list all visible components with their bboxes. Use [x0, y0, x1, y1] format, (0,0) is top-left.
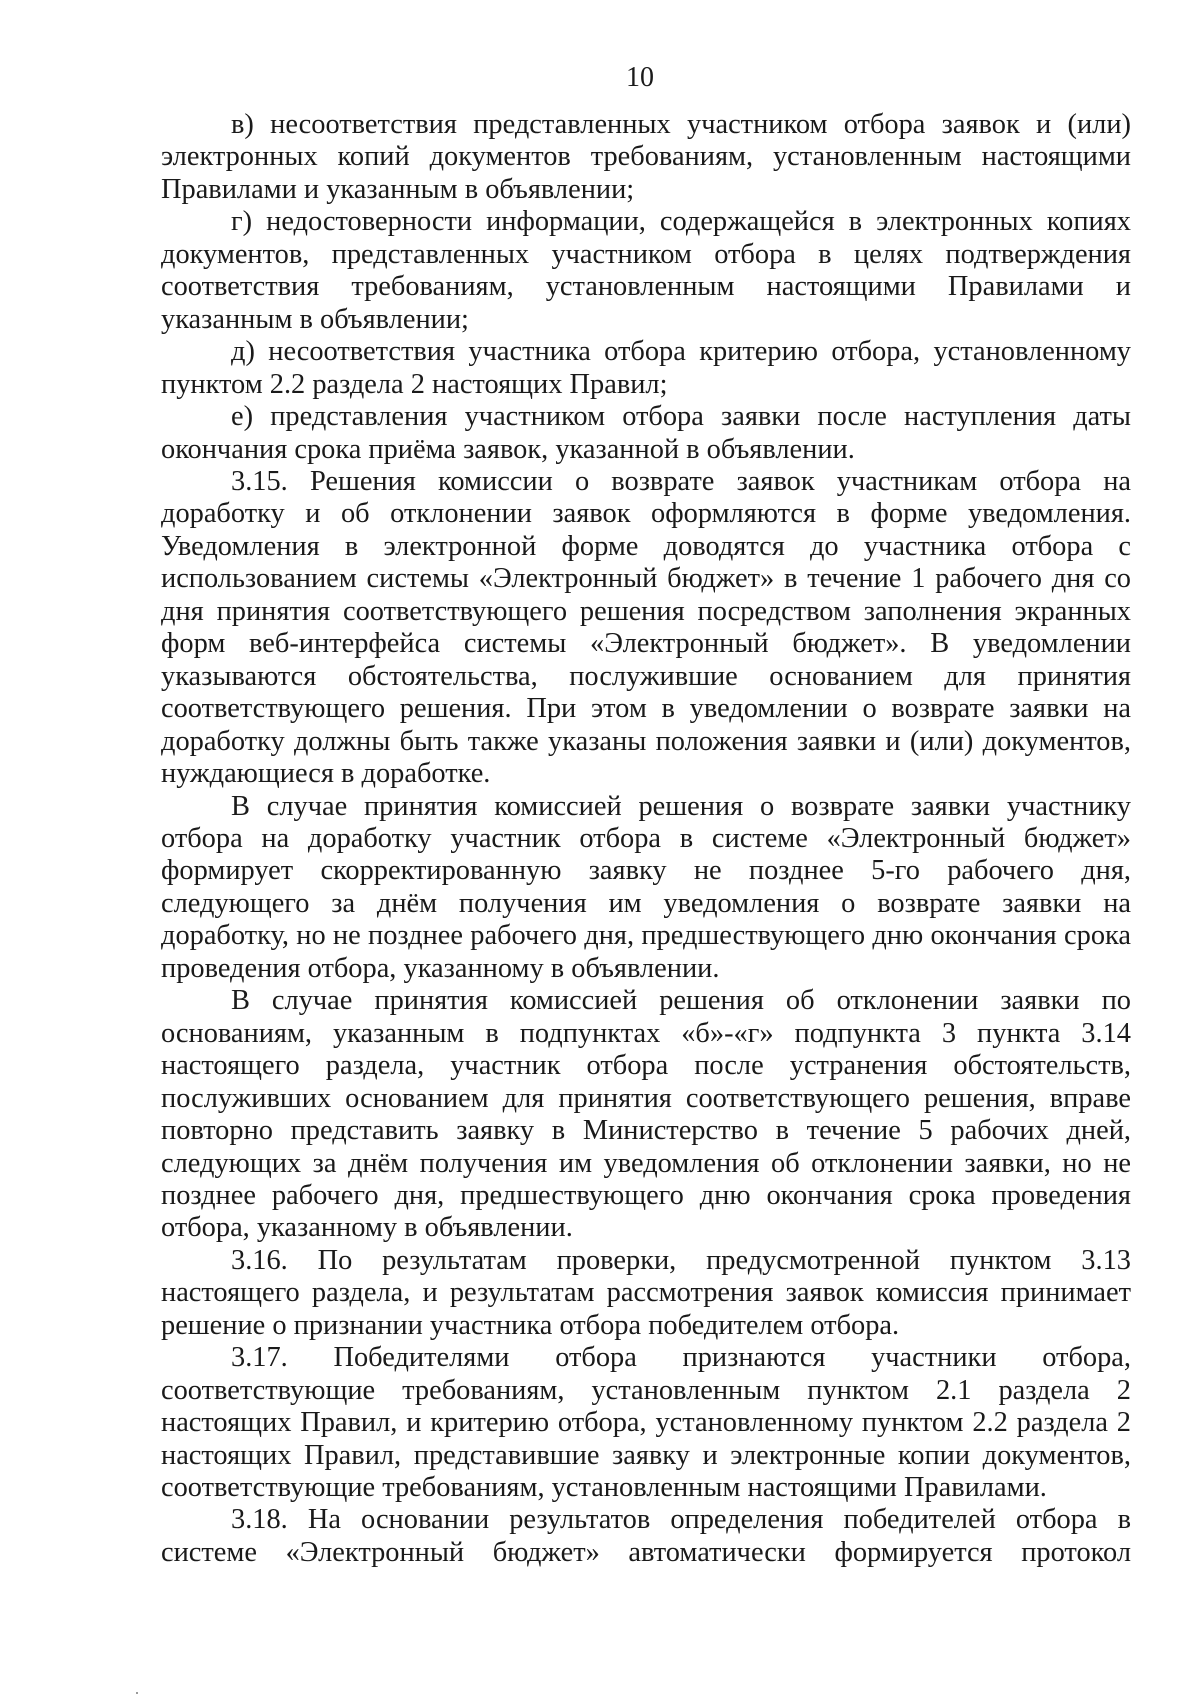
- paragraph-item-g: г) недостоверности информации, содержащейся в электронных копиях документов, представленных участником отбора в целях подтверждения соответствия требованиям, установленным настоящими Правилами и указанным в объявлении;: [161, 206, 1131, 335]
- paragraph-clause-3-17: 3.17. Победителями отбора признаются участники отбора, соответствующие требованиям, установленным пунктом 2.1 раздела 2 настоящих Правил, и критерию отбора, установленному пунктом 2.2 раздела 2 настоящих Правил, представившие заявку и электронные копии документов, соответствующие требованиям, установленным настоящими Правилами.: [161, 1342, 1131, 1504]
- document-body: [161, 109, 1131, 1569]
- paragraph-item-e: е) представления участником отбора заявки после наступления даты окончания срока приёма заявок, указанной в объявлении.: [161, 401, 1131, 465]
- paragraph-item-d: д) несоответствия участника отбора критерию отбора, установленному пунктом 2.2 раздела 2 настоящих Правил;: [161, 336, 1131, 400]
- scan-speck: [136, 1692, 138, 1694]
- paragraph-return-for-revision: В случае принятия комиссией решения о возврате заявки участнику отбора на доработку участник отбора в системе «Электронный бюджет» формирует скорректированную заявку не позднее 5-го рабочего дня, следующего за днём получения им уведомления о возврате заявки на доработку, но не позднее рабочего дня, предшествующего дню окончания срока проведения отбора, указанному в объявлении.: [161, 790, 1131, 984]
- page-number: 10: [626, 62, 654, 93]
- paragraph-rejection-resubmission: В случае принятия комиссией решения об отклонении заявки по основаниям, указанным в подпунктах «б»-«г» подпункта 3 пункта 3.14 настоящего раздела, участник отбора после устранения обстоятельств, послуживших основанием для принятия соответствующего решения, вправе повторно представить заявку в Министерство в течение 5 рабочих дней, следующих за днём получения им уведомления об отклонении заявки, но не позднее рабочего дня, предшествующего дню окончания срока проведения отбора, указанному в объявлении.: [161, 985, 1131, 1244]
- paragraph-item-v: в) несоответствия представленных участником отбора заявок и (или) электронных копий документов требованиям, установленным настоящими Правилами и указанным в объявлении;: [161, 109, 1131, 205]
- paragraph-clause-3-15: 3.15. Решения комиссии о возврате заявок участникам отбора на доработку и об отклонении заявок оформляются в форме уведомления. Уведомления в электронной форме доводятся до участника отбора с использованием системы «Электронный бюджет» в течение 1 рабочего дня со дня принятия соответствующего решения посредством заполнения экранных форм веб-интерфейса системы «Электронный бюджет». В уведомлении указываются обстоятельства, послужившие основанием для принятия соответствующего решения. При этом в уведомлении о возврате заявки на доработку должны быть также указаны положения заявки и (или) документов, нуждающиеся в доработке.: [161, 465, 1131, 790]
- paragraph-clause-3-16: 3.16. По результатам проверки, предусмотренной пунктом 3.13 настоящего раздела, и результатам рассмотрения заявок комиссия принимает решение о признании участника отбора победителем отбора.: [161, 1244, 1131, 1341]
- paragraph-clause-3-18: 3.18. На основании результатов определения победителей отбора в системе «Электронный бюджет» автоматически формируется протокол: [161, 1504, 1131, 1568]
